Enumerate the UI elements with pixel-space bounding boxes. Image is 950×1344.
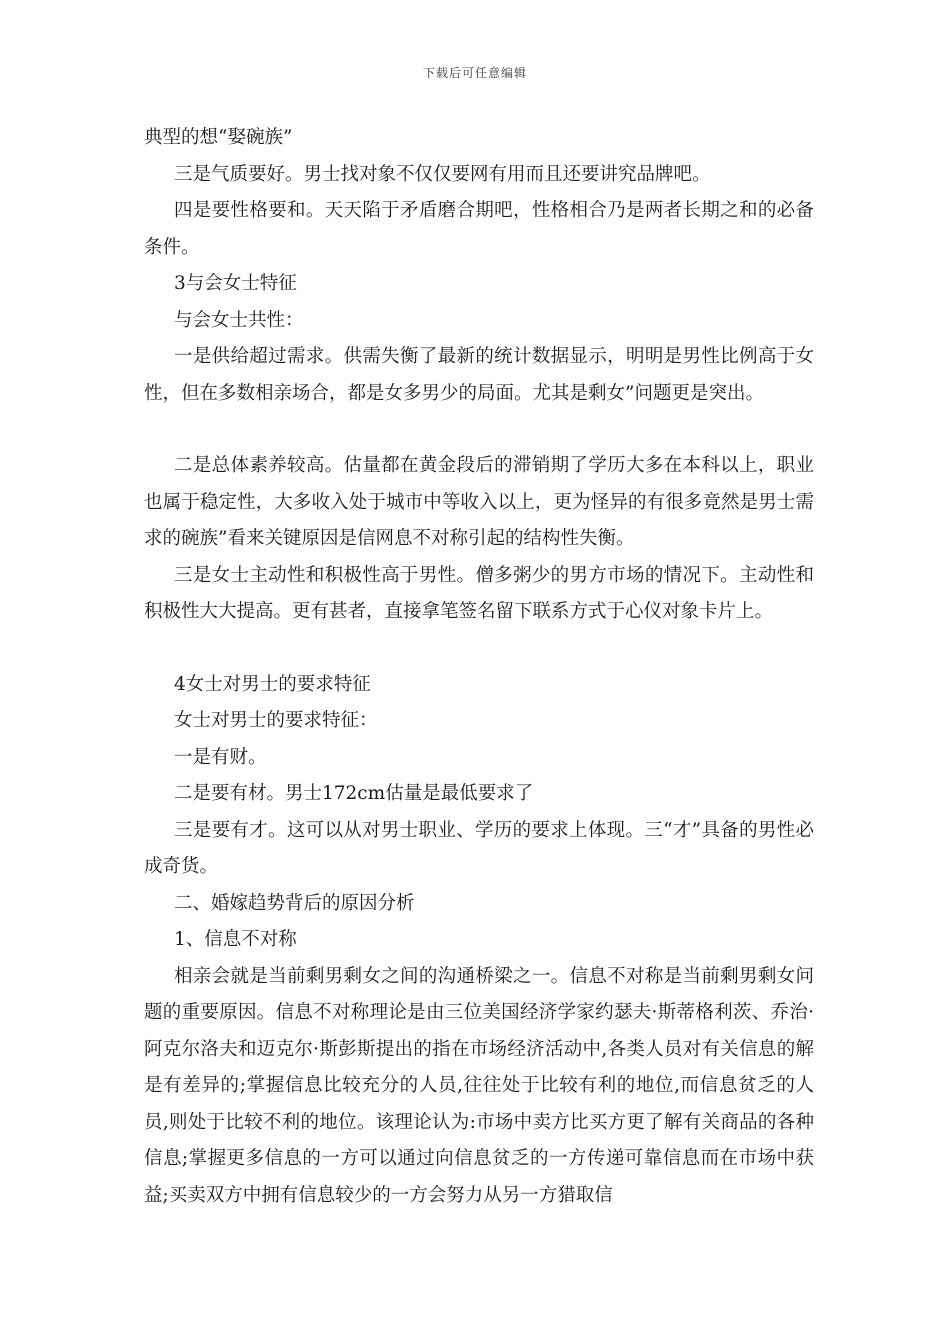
document-body: [144, 120, 814, 1214]
paragraph-continuation: 典型的想“娶碗族”: [144, 127, 293, 148]
paragraph-requirements-intro: 女士对男士的要求特征：: [174, 710, 378, 731]
paragraph-information-asymmetry: 相亲会就是当前剩男剩女之间的沟通桥梁之一。信息不对称是当前剩男剩女问题的重要原因。信息不对称理论是由三位美国经济学家约瑟夫·斯蒂格利茨、乔治·阿克尔洛夫和迈克尔·斯彭斯提出的指在市场经济活动中,各类人员对有关信息的解是有差异的;掌握信息比较充分的人员,往往处于比较有利的地位,而信息贫乏的人员,则处于比较不利的地位。该理论认为:市场中卖方比买方更了解有关商品的各种信息;掌握更多信息的一方可以通过向信息贫乏的一方传递可靠信息而在市场中获益;买卖双方中拥有信息较少的一方会努力从另一方猎取信: [144, 965, 814, 1206]
paragraph-gap: [144, 631, 814, 667]
paragraph-wealth: 一是有财。: [174, 746, 267, 768]
paragraph-height: 二是要有材。男士172cm估量是最低要求了: [174, 783, 534, 804]
section-heading-requirements: 4女士对男士的要求特征: [174, 673, 371, 695]
section-heading-female-features: 3与会女士特征: [174, 273, 297, 294]
paragraph-personality: 四是要性格要和。天天陷于矛盾磨合期吧，性格相合乃是两者长期之和的必备条件。: [144, 200, 814, 258]
paragraph-supply-demand: 一是供给超过需求。供需失衡了最新的统计数据显示，明明是男性比例高于女性，但在多数相亲场合，都是女多男少的局面。尤其是剩女”问题更是突出。: [144, 346, 814, 404]
paragraph-initiative: 三是女士主动性和积极性高于男性。僧多粥少的男方市场的情况下。主动性和积极性大大提高。更有甚者，直接拿笔签名留下联系方式于心仪对象卡片上。: [144, 564, 814, 622]
section-heading-analysis: 二、婚嫁趋势背后的原因分析: [174, 892, 415, 914]
paragraph-temperament: 三是气质要好。男士找对象不仅仅要网有用而且还要讲究品牌吧。: [174, 163, 711, 185]
paragraph-talent: 三是要有才。这可以从对男士职业、学历的要求上体现。三“才”具备的男性必成奇货。: [144, 819, 814, 877]
paragraph-education: 二是总体素养较高。估量都在黄金段后的滞销期了学历大多在本科以上，职业也属于稳定性，大多收入处于城市中等收入以上，更为怪异的有很多竟然是男士需求的碗族”看来关键原因是信网息不对称引起的结构性失衡。: [144, 455, 814, 549]
paragraph-female-common: 与会女士共性：: [174, 309, 304, 331]
paragraph-gap: [144, 412, 814, 448]
subsection-heading-information: 1、信息不对称: [174, 929, 297, 950]
page-header: 下载后可任意编辑: [422, 66, 527, 80]
